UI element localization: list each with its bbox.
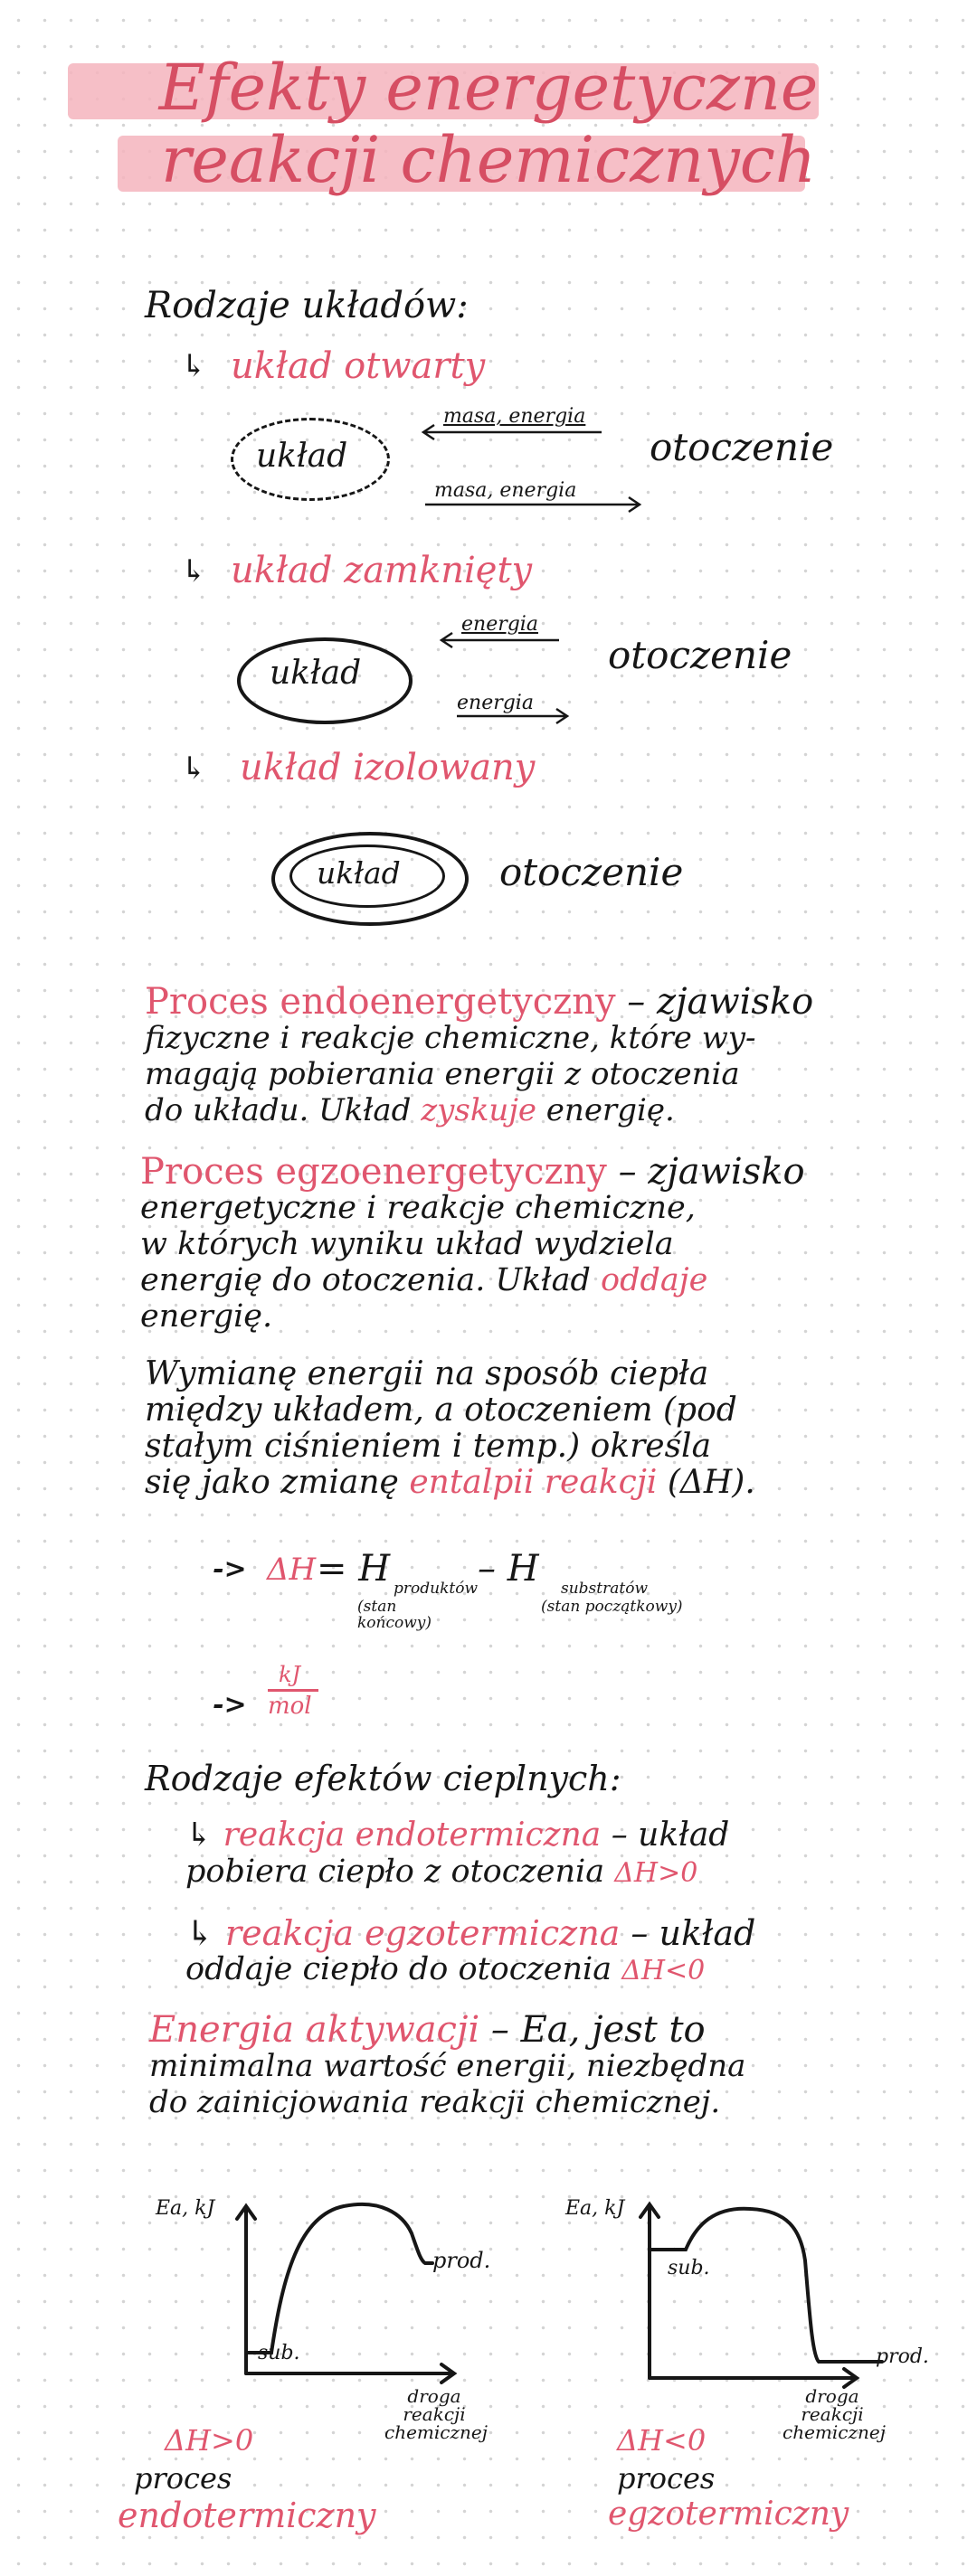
formula-arrow: ->: [213, 1553, 247, 1585]
open-arrow-bottom-label: masa, energia: [434, 479, 577, 502]
endothermic-l2: pobiera ciepło z otoczenia: [185, 1854, 605, 1890]
closed-arrow-bottom-label: energia: [457, 692, 534, 714]
exo-graph-proc: proces: [617, 2461, 716, 2496]
endo-process-l4b: zyskuje: [421, 1092, 536, 1128]
endothermic-sign: ΔH>0: [614, 1857, 698, 1889]
exo-ylabel: Ea, kJ: [565, 2197, 625, 2220]
unit-numerator: kJ: [279, 1662, 301, 1687]
formula-minus-h: – H: [478, 1548, 539, 1590]
exo-xlabel: [783, 2385, 886, 2443]
endo-process-l3: magają pobierania energii z otoczenia: [145, 1056, 740, 1092]
endo-process-term: Proces endoenergetyczny: [145, 981, 616, 1023]
enthalpy-l4c: (ΔH).: [667, 1464, 755, 1501]
formula-sub-products: produktów: [394, 1580, 478, 1598]
exothermic-sign: ΔH<0: [621, 1955, 706, 1986]
endo-process-l1: – zjawisko: [627, 981, 814, 1023]
isolated-surroundings: otoczenie: [499, 850, 684, 894]
closed-surroundings: otoczenie: [608, 633, 792, 677]
exothermic-arrow: ↳: [185, 1913, 214, 1953]
unit-arrow: ->: [213, 1689, 247, 1721]
enthalpy-l2: między układem, a otoczeniem (pod: [145, 1392, 737, 1429]
exo-xlabel-3: chemicznej: [783, 2421, 886, 2443]
endo-ylabel: Ea, kJ: [156, 2197, 215, 2220]
formula-sub-substrates: substratów: [561, 1580, 648, 1598]
exo-process-l4a: energię do otoczenia. Układ: [140, 1262, 591, 1298]
activation-l2: minimalna wartość energii, niezbędna: [149, 2048, 746, 2084]
endo-sub-label: sub.: [258, 2342, 300, 2364]
enthalpy-l4b: entalpii reakcji: [409, 1464, 658, 1501]
exothermic-l2: oddaje ciepło do otoczenia: [185, 1951, 612, 1987]
exo-graph-sign: ΔH<0: [617, 2423, 707, 2458]
exothermic-l1: – układ: [631, 1913, 756, 1953]
endo-graph-sign: ΔH>0: [165, 2423, 254, 2458]
exo-process-l5: energię.: [140, 1298, 273, 1335]
enthalpy-l1: Wymianę energii na sposób ciepła: [145, 1355, 709, 1392]
open-system-label: układ otwarty: [231, 345, 486, 387]
closed-system-label: układ zamknięty: [231, 550, 533, 591]
arrow-closed: ↳: [181, 553, 207, 590]
activation-term: Energia aktywacji: [149, 2009, 480, 2051]
enthalpy-l3: stałym ciśnieniem i temp.) określa: [145, 1428, 712, 1465]
isolated-system-label: układ izolowany: [240, 747, 536, 788]
endothermic-l1: – układ: [611, 1816, 730, 1854]
unit-denominator: mol: [268, 1693, 312, 1720]
endothermic-term: reakcja endotermiczna: [223, 1816, 602, 1854]
systems-heading: Rodzaje układów:: [145, 285, 469, 326]
open-system-box-label: układ: [256, 438, 348, 475]
exo-process-term: Proces egzoenergetyczny: [140, 1151, 607, 1193]
page-title-line1: Efekty energetyczne: [158, 51, 819, 125]
endo-process-l4c: energię.: [545, 1092, 675, 1128]
exothermic-term: reakcja egzotermiczna: [224, 1913, 621, 1953]
endo-prod-label: prod.: [432, 2248, 491, 2273]
activation-l1: – Ea, jest to: [490, 2009, 706, 2051]
exo-prod-label: prod.: [876, 2345, 929, 2368]
exo-process-l3: w których wyniku układ wydziela: [140, 1226, 674, 1262]
exo-process-l4b: oddaje: [601, 1262, 708, 1298]
isolated-system-box-label: układ: [317, 855, 401, 891]
exo-sub-label: sub.: [668, 2257, 710, 2279]
exo-xlabel-2: reakcji: [801, 2403, 864, 2425]
closed-arrow-top-label: energia: [461, 613, 538, 636]
endothermic-arrow: ↳: [185, 1816, 213, 1854]
exo-xlabel-1: droga: [805, 2385, 859, 2407]
endo-process-l2: fizyczne i reakcje chemiczne, które wy-: [145, 1020, 756, 1056]
page-title-line2: reakcji chemicznych: [160, 123, 817, 197]
enthalpy-l4a: się jako zmianę: [145, 1464, 399, 1501]
endo-graph-proc: proces: [134, 2461, 232, 2496]
open-arrow-top-label: masa, energia: [443, 405, 586, 428]
formula-dh: ΔH: [267, 1552, 317, 1588]
closed-system-box-label: układ: [270, 655, 362, 692]
exo-graph-name: egzotermiczny: [608, 2496, 849, 2533]
formula-note-products: (stan końcowy): [357, 1598, 432, 1632]
exo-process-l1: – zjawisko: [618, 1151, 805, 1193]
endo-xlabel-2: reakcji: [403, 2403, 466, 2425]
activation-l3: do zainicjowania reakcji chemicznej.: [149, 2084, 721, 2120]
arrow-isolated: ↳: [181, 750, 207, 787]
exo-curve: [650, 2209, 882, 2362]
endo-xlabel-1: droga: [407, 2385, 461, 2407]
arrow-open: ↳: [181, 348, 207, 384]
formula-note-substrates: (stan początkowy): [541, 1598, 683, 1616]
endo-graph-name: endotermiczny: [118, 2496, 376, 2535]
open-surroundings: otoczenie: [650, 425, 834, 469]
endo-xlabel-3: chemicznej: [384, 2421, 488, 2443]
heat-effects-heading: Rodzaje efektów cieplnych:: [145, 1759, 621, 1798]
exo-process-l2: energetyczne i reakcje chemiczne,: [140, 1190, 696, 1226]
exo-axes: [640, 2204, 857, 2387]
endo-process-l4a: do układu. Układ: [145, 1092, 412, 1128]
formula-eq-h: = H: [317, 1548, 391, 1590]
